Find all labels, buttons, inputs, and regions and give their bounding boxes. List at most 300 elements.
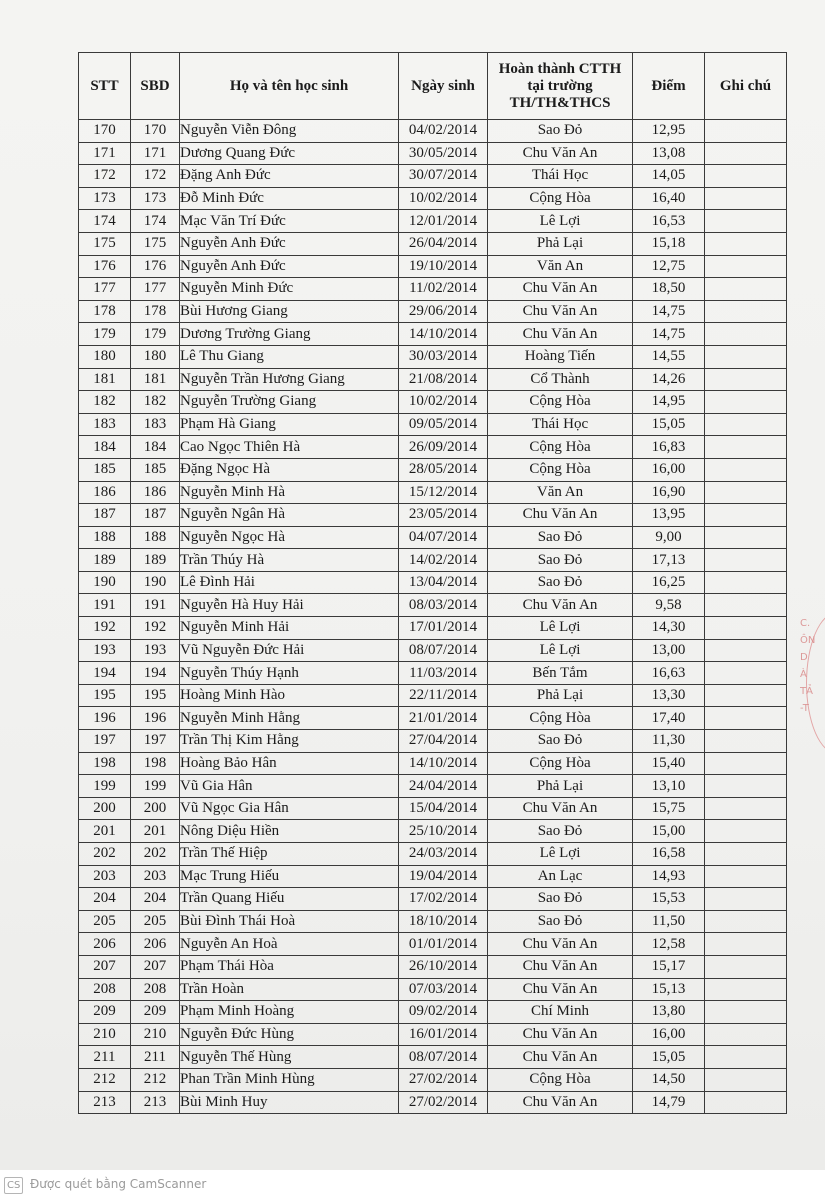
cell-sbd: 178 (131, 300, 180, 323)
cell-score: 15,00 (633, 820, 705, 843)
cell-name: Bùi Hương Giang (180, 300, 399, 323)
cell-name: Mạc Trung Hiếu (180, 865, 399, 888)
cell-stt: 199 (79, 775, 131, 798)
table-row (79, 413, 787, 436)
cell-note (705, 300, 787, 323)
cell-score: 12,58 (633, 933, 705, 956)
cell-note (705, 391, 787, 414)
cell-dob: 11/02/2014 (399, 278, 488, 301)
cell-stt: 209 (79, 1001, 131, 1024)
table-row (79, 255, 787, 278)
cell-school: Chu Văn An (488, 978, 633, 1001)
cell-score: 14,26 (633, 368, 705, 391)
cell-stt: 189 (79, 549, 131, 572)
cell-dob: 16/01/2014 (399, 1023, 488, 1046)
cell-sbd: 171 (131, 142, 180, 165)
cell-note (705, 797, 787, 820)
cell-school: Cộng Hòa (488, 1068, 633, 1091)
table-row (79, 120, 787, 143)
cell-school: Sao Đỏ (488, 730, 633, 753)
cell-school: Lê Lợi (488, 639, 633, 662)
cell-stt: 204 (79, 888, 131, 911)
cell-note (705, 1023, 787, 1046)
cell-score: 14,93 (633, 865, 705, 888)
cell-score: 16,53 (633, 210, 705, 233)
cell-sbd: 173 (131, 187, 180, 210)
cell-school: Cộng Hòa (488, 391, 633, 414)
cell-dob: 12/01/2014 (399, 210, 488, 233)
cell-note (705, 458, 787, 481)
cell-note (705, 684, 787, 707)
cell-sbd: 195 (131, 684, 180, 707)
cell-score: 17,13 (633, 549, 705, 572)
table-row (79, 752, 787, 775)
cell-dob: 24/04/2014 (399, 775, 488, 798)
cell-stt: 200 (79, 797, 131, 820)
cell-stt: 179 (79, 323, 131, 346)
cell-note (705, 1068, 787, 1091)
cell-score: 11,30 (633, 730, 705, 753)
cell-school: Phả Lại (488, 775, 633, 798)
cell-sbd: 211 (131, 1046, 180, 1069)
cell-dob: 11/03/2014 (399, 662, 488, 685)
cell-name: Nguyễn Thế Hùng (180, 1046, 399, 1069)
cell-name: Dương Trường Giang (180, 323, 399, 346)
cell-note (705, 571, 787, 594)
cell-sbd: 210 (131, 1023, 180, 1046)
cell-score: 16,25 (633, 571, 705, 594)
cell-name: Trần Thế Hiệp (180, 843, 399, 866)
cell-school: Sao Đỏ (488, 910, 633, 933)
cell-note (705, 436, 787, 459)
cell-dob: 17/01/2014 (399, 617, 488, 640)
cell-name: Lê Thu Giang (180, 345, 399, 368)
cell-note (705, 617, 787, 640)
scanner-footer (0, 1170, 825, 1200)
cell-name: Nguyễn Hà Huy Hải (180, 594, 399, 617)
table-row (79, 142, 787, 165)
cell-school: Chu Văn An (488, 1091, 633, 1114)
cell-name: Đặng Ngọc Hà (180, 458, 399, 481)
cell-sbd: 203 (131, 865, 180, 888)
cell-stt: 174 (79, 210, 131, 233)
cell-dob: 22/11/2014 (399, 684, 488, 707)
cell-score: 13,30 (633, 684, 705, 707)
cell-sbd: 208 (131, 978, 180, 1001)
cell-school: Thái Học (488, 413, 633, 436)
cell-note (705, 323, 787, 346)
cell-dob: 26/10/2014 (399, 955, 488, 978)
cell-stt: 186 (79, 481, 131, 504)
table-row (79, 323, 787, 346)
cell-score: 15,05 (633, 1046, 705, 1069)
cell-school: Chu Văn An (488, 504, 633, 527)
cell-stt: 185 (79, 458, 131, 481)
cell-school: Chu Văn An (488, 1046, 633, 1069)
cell-school: Chu Văn An (488, 955, 633, 978)
cell-score: 12,95 (633, 120, 705, 143)
cell-dob: 04/07/2014 (399, 526, 488, 549)
cell-score: 14,55 (633, 345, 705, 368)
cell-note (705, 933, 787, 956)
table-row (79, 1001, 787, 1024)
cell-stt: 180 (79, 345, 131, 368)
table-row (79, 910, 787, 933)
cell-sbd: 200 (131, 797, 180, 820)
cell-stt: 172 (79, 165, 131, 188)
header-stt: STT (79, 53, 131, 120)
table-row (79, 165, 787, 188)
cell-dob: 04/02/2014 (399, 120, 488, 143)
cell-name: Cao Ngọc Thiên Hà (180, 436, 399, 459)
cell-name: Nguyễn Minh Hằng (180, 707, 399, 730)
cell-score: 11,50 (633, 910, 705, 933)
cell-school: Chu Văn An (488, 1023, 633, 1046)
cell-score: 14,75 (633, 323, 705, 346)
cell-sbd: 187 (131, 504, 180, 527)
cell-stt: 201 (79, 820, 131, 843)
student-score-table (78, 52, 787, 1114)
cell-dob: 26/09/2014 (399, 436, 488, 459)
cell-note (705, 368, 787, 391)
cell-dob: 10/02/2014 (399, 187, 488, 210)
cell-score: 14,79 (633, 1091, 705, 1114)
cell-score: 15,18 (633, 232, 705, 255)
cell-stt: 176 (79, 255, 131, 278)
cell-dob: 19/04/2014 (399, 865, 488, 888)
table-row (79, 888, 787, 911)
cell-dob: 26/04/2014 (399, 232, 488, 255)
cell-score: 18,50 (633, 278, 705, 301)
cell-stt: 191 (79, 594, 131, 617)
table-row (79, 278, 787, 301)
cell-dob: 23/05/2014 (399, 504, 488, 527)
table-row (79, 933, 787, 956)
header-dob: Ngày sinh (399, 53, 488, 120)
cell-score: 13,95 (633, 504, 705, 527)
cell-school: Phả Lại (488, 232, 633, 255)
table-row (79, 978, 787, 1001)
cell-score: 15,05 (633, 413, 705, 436)
cell-name: Dương Quang Đức (180, 142, 399, 165)
cell-score: 16,40 (633, 187, 705, 210)
cell-sbd: 179 (131, 323, 180, 346)
cell-note (705, 345, 787, 368)
cell-sbd: 177 (131, 278, 180, 301)
cell-score: 12,75 (633, 255, 705, 278)
scanner-footer-text: Được quét bằng CamScanner (30, 1177, 207, 1191)
cell-note (705, 775, 787, 798)
cell-dob: 27/02/2014 (399, 1068, 488, 1091)
cell-score: 16,58 (633, 843, 705, 866)
cell-stt: 182 (79, 391, 131, 414)
cell-sbd: 205 (131, 910, 180, 933)
cell-sbd: 182 (131, 391, 180, 414)
cell-dob: 14/10/2014 (399, 752, 488, 775)
cell-dob: 09/02/2014 (399, 1001, 488, 1024)
cell-stt: 202 (79, 843, 131, 866)
cell-name: Nguyễn Anh Đức (180, 232, 399, 255)
table-row (79, 865, 787, 888)
cell-score: 14,95 (633, 391, 705, 414)
cell-note (705, 504, 787, 527)
cell-stt: 181 (79, 368, 131, 391)
cell-dob: 07/03/2014 (399, 978, 488, 1001)
cell-sbd: 170 (131, 120, 180, 143)
cell-stt: 196 (79, 707, 131, 730)
cell-name: Nguyễn Viễn Đông (180, 120, 399, 143)
cell-note (705, 549, 787, 572)
cell-sbd: 174 (131, 210, 180, 233)
cell-name: Trần Thị Kim Hằng (180, 730, 399, 753)
cell-score: 13,10 (633, 775, 705, 798)
cell-score: 17,40 (633, 707, 705, 730)
cell-stt: 177 (79, 278, 131, 301)
table-row (79, 707, 787, 730)
cell-school: Thái Học (488, 165, 633, 188)
table-row (79, 730, 787, 753)
cell-score: 16,83 (633, 436, 705, 459)
table-row (79, 210, 787, 233)
cell-stt: 183 (79, 413, 131, 436)
header-sbd: SBD (131, 53, 180, 120)
cell-dob: 25/10/2014 (399, 820, 488, 843)
table-row (79, 662, 787, 685)
cell-score: 14,75 (633, 300, 705, 323)
cell-stt: 178 (79, 300, 131, 323)
table-row (79, 684, 787, 707)
cell-score: 15,75 (633, 797, 705, 820)
cell-dob: 09/05/2014 (399, 413, 488, 436)
cell-school: Bến Tắm (488, 662, 633, 685)
cell-dob: 27/04/2014 (399, 730, 488, 753)
cell-stt: 206 (79, 933, 131, 956)
table-row (79, 232, 787, 255)
cell-name: Hoàng Minh Hào (180, 684, 399, 707)
table-row (79, 594, 787, 617)
cell-sbd: 175 (131, 232, 180, 255)
cell-name: Trần Thúy Hà (180, 549, 399, 572)
cell-sbd: 176 (131, 255, 180, 278)
table-row (79, 1046, 787, 1069)
cell-name: Hoàng Bảo Hân (180, 752, 399, 775)
cell-note (705, 730, 787, 753)
cell-sbd: 184 (131, 436, 180, 459)
cell-dob: 30/03/2014 (399, 345, 488, 368)
cell-note (705, 865, 787, 888)
table-row (79, 504, 787, 527)
cell-name: Mạc Văn Trí Đức (180, 210, 399, 233)
cell-school: Sao Đỏ (488, 888, 633, 911)
stamp-text-fragment: C. (800, 618, 811, 629)
cell-score: 15,17 (633, 955, 705, 978)
cell-name: Bùi Minh Huy (180, 1091, 399, 1114)
cell-note (705, 752, 787, 775)
cell-score: 14,30 (633, 617, 705, 640)
cell-stt: 193 (79, 639, 131, 662)
cell-name: Nguyễn Thúy Hạnh (180, 662, 399, 685)
cell-school: Hoàng Tiến (488, 345, 633, 368)
cell-note (705, 210, 787, 233)
cell-school: An Lạc (488, 865, 633, 888)
cell-school: Cộng Hòa (488, 436, 633, 459)
cell-note (705, 413, 787, 436)
cell-name: Nguyễn Trần Hương Giang (180, 368, 399, 391)
stamp-text-fragment: -T (800, 703, 809, 714)
cell-stt: 203 (79, 865, 131, 888)
cell-stt: 175 (79, 232, 131, 255)
cell-name: Đặng Anh Đức (180, 165, 399, 188)
cell-stt: 171 (79, 142, 131, 165)
table-row (79, 1023, 787, 1046)
table-row (79, 775, 787, 798)
cell-score: 9,00 (633, 526, 705, 549)
cell-school: Cộng Hòa (488, 187, 633, 210)
cell-dob: 14/02/2014 (399, 549, 488, 572)
cell-note (705, 187, 787, 210)
cell-school: Sao Đỏ (488, 549, 633, 572)
cell-sbd: 196 (131, 707, 180, 730)
cell-sbd: 188 (131, 526, 180, 549)
cell-name: Phạm Hà Giang (180, 413, 399, 436)
cell-note (705, 639, 787, 662)
cell-sbd: 186 (131, 481, 180, 504)
cell-dob: 08/07/2014 (399, 639, 488, 662)
cell-note (705, 978, 787, 1001)
cell-dob: 30/05/2014 (399, 142, 488, 165)
cell-dob: 24/03/2014 (399, 843, 488, 866)
table-row (79, 368, 787, 391)
cell-note (705, 1001, 787, 1024)
cell-school: Chí Minh (488, 1001, 633, 1024)
cell-sbd: 193 (131, 639, 180, 662)
cell-dob: 08/03/2014 (399, 594, 488, 617)
cell-note (705, 165, 787, 188)
table-row (79, 391, 787, 414)
table-row (79, 617, 787, 640)
cell-sbd: 191 (131, 594, 180, 617)
cell-school: Lê Lợi (488, 210, 633, 233)
cell-name: Vũ Nguyễn Đức Hải (180, 639, 399, 662)
cell-school: Sao Đỏ (488, 820, 633, 843)
cell-school: Cộng Hòa (488, 752, 633, 775)
cell-note (705, 526, 787, 549)
cell-note (705, 142, 787, 165)
cell-stt: 205 (79, 910, 131, 933)
header-score: Điểm (633, 53, 705, 120)
cell-score: 16,90 (633, 481, 705, 504)
cell-dob: 17/02/2014 (399, 888, 488, 911)
cell-sbd: 185 (131, 458, 180, 481)
cell-name: Bùi Đình Thái Hoà (180, 910, 399, 933)
cell-sbd: 180 (131, 345, 180, 368)
camscanner-logo-icon: CS (4, 1177, 23, 1194)
cell-name: Trần Hoàn (180, 978, 399, 1001)
cell-school: Văn An (488, 481, 633, 504)
cell-note (705, 481, 787, 504)
cell-sbd: 201 (131, 820, 180, 843)
table-row (79, 481, 787, 504)
cell-name: Nguyễn Trường Giang (180, 391, 399, 414)
cell-sbd: 181 (131, 368, 180, 391)
cell-dob: 21/01/2014 (399, 707, 488, 730)
cell-stt: 211 (79, 1046, 131, 1069)
cell-name: Nguyễn An Hoà (180, 933, 399, 956)
cell-stt: 184 (79, 436, 131, 459)
cell-stt: 190 (79, 571, 131, 594)
header-name: Họ và tên học sinh (180, 53, 399, 120)
cell-stt: 208 (79, 978, 131, 1001)
cell-name: Vũ Gia Hân (180, 775, 399, 798)
cell-stt: 170 (79, 120, 131, 143)
cell-stt: 197 (79, 730, 131, 753)
stamp-text-fragment: À (800, 669, 807, 680)
table-row (79, 797, 787, 820)
cell-score: 9,58 (633, 594, 705, 617)
cell-score: 16,63 (633, 662, 705, 685)
cell-sbd: 192 (131, 617, 180, 640)
cell-note (705, 1091, 787, 1114)
cell-dob: 21/08/2014 (399, 368, 488, 391)
cell-stt: 207 (79, 955, 131, 978)
cell-sbd: 199 (131, 775, 180, 798)
cell-note (705, 955, 787, 978)
cell-score: 15,53 (633, 888, 705, 911)
table-row (79, 549, 787, 572)
table-row (79, 458, 787, 481)
cell-school: Chu Văn An (488, 594, 633, 617)
cell-name: Lê Đình Hải (180, 571, 399, 594)
cell-school: Chu Văn An (488, 300, 633, 323)
cell-name: Nông Diệu Hiền (180, 820, 399, 843)
cell-note (705, 594, 787, 617)
stamp-text-fragment: D (800, 652, 808, 663)
cell-school: Chu Văn An (488, 278, 633, 301)
cell-stt: 187 (79, 504, 131, 527)
table-row (79, 571, 787, 594)
table-row (79, 820, 787, 843)
cell-school: Phả Lại (488, 684, 633, 707)
cell-name: Nguyễn Anh Đức (180, 255, 399, 278)
cell-sbd: 172 (131, 165, 180, 188)
cell-note (705, 910, 787, 933)
header-school-line2: tại trường (527, 77, 593, 94)
cell-sbd: 194 (131, 662, 180, 685)
cell-dob: 19/10/2014 (399, 255, 488, 278)
cell-note (705, 120, 787, 143)
table-row (79, 187, 787, 210)
cell-score: 13,00 (633, 639, 705, 662)
cell-school: Sao Đỏ (488, 120, 633, 143)
table-header-row (79, 53, 787, 120)
cell-sbd: 202 (131, 843, 180, 866)
cell-school: Văn An (488, 255, 633, 278)
cell-name: Nguyễn Minh Hải (180, 617, 399, 640)
cell-school: Cổ Thành (488, 368, 633, 391)
header-school (488, 53, 633, 120)
cell-score: 13,08 (633, 142, 705, 165)
cell-score: 15,13 (633, 978, 705, 1001)
cell-school: Sao Đỏ (488, 571, 633, 594)
table-row (79, 345, 787, 368)
table-row (79, 639, 787, 662)
header-note: Ghi chú (705, 53, 787, 120)
cell-school: Chu Văn An (488, 933, 633, 956)
header-school-line3: TH/TH&THCS (509, 94, 611, 111)
cell-sbd: 183 (131, 413, 180, 436)
cell-note (705, 278, 787, 301)
cell-dob: 14/10/2014 (399, 323, 488, 346)
